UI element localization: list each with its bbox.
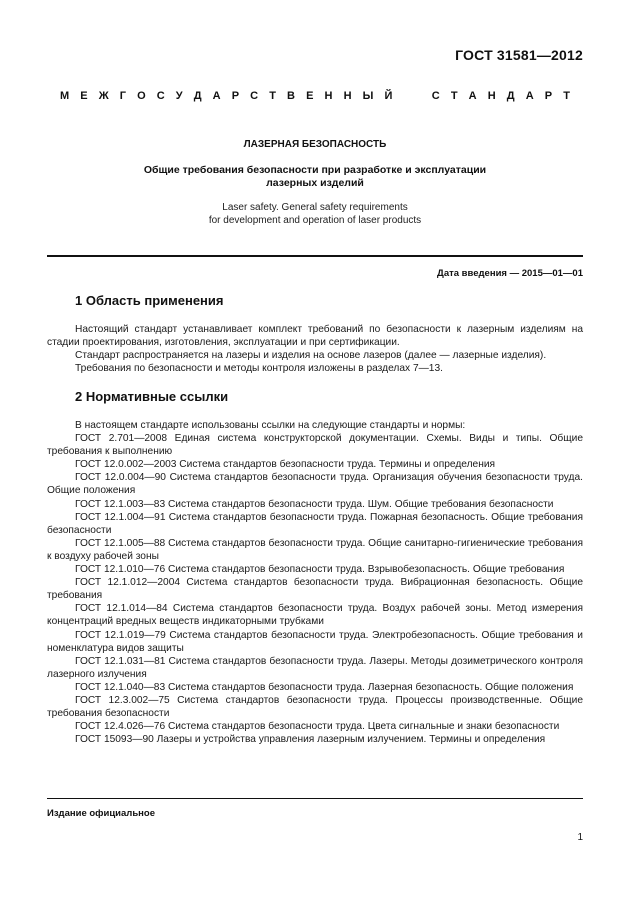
banner-letter: Т	[450, 90, 458, 102]
banner-letter: В	[287, 90, 295, 102]
official-edition-note: Издание официальное	[47, 808, 155, 819]
banner-letter: Д	[193, 90, 202, 102]
standard-code: ГОСТ 31581—2012	[455, 47, 583, 63]
banner-letter: Т	[269, 90, 276, 102]
paragraph: Настоящий стандарт устанавливает комплект требований по безопасности к лазерным изделиям на стадии проектирования, изготовления, эксплуатации и при сертификации.	[47, 324, 583, 349]
banner-letter: Т	[563, 90, 570, 102]
banner-letter: С	[156, 90, 165, 102]
section-heading-normative-references: 2 Нормативные ссылки	[75, 389, 229, 404]
reference-item: ГОСТ 12.1.010—76 Система стандартов безопасности труда. Взрывобезопасность. Общие требования	[75, 564, 565, 576]
subtitle-line: Общие требования безопасности при разработке и эксплуатации	[143, 164, 487, 176]
header-divider	[47, 255, 583, 257]
reference-item: ГОСТ 12.0.002—2003 Система стандартов безопасности труда. Термины и определения	[75, 459, 496, 471]
reference-item: ГОСТ 12.1.031—81 Система стандартов безопасности труда. Лазеры. Методы дозиметрического контроля лазерного излучения	[47, 655, 583, 680]
reference-item: ГОСТ 12.1.014—84 Система стандартов безопасности труда. Воздух рабочей зоны. Метод измерения концентраций вредных веществ индикаторными трубками	[47, 603, 583, 628]
banner-letter: С	[431, 90, 440, 102]
paragraph: В настоящем стандарте использованы ссылки на следующие стандарты и нормы:	[75, 420, 466, 431]
english-title-line: Laser safety. General safety requirements	[222, 202, 408, 213]
reference-item: ГОСТ 12.3.002—75 Система стандартов безопасности труда. Процессы производственные. Общие требования безопасности	[47, 694, 583, 720]
section-body-references	[47, 419, 583, 746]
banner-letter: А	[212, 90, 221, 102]
reference-item: ГОСТ 12.1.040—83 Система стандартов безопасности труда. Лазерная безопасность. Общие положения	[75, 681, 574, 693]
banner-letter: А	[525, 90, 534, 102]
banner-letter: Н	[343, 90, 352, 102]
reference-item: ГОСТ 15093—90 Лазеры и устройства управления лазерным излучением. Термины и определения	[75, 734, 546, 746]
reference-item: ГОСТ 12.1.005—88 Система стандартов безопасности труда. Общие санитарно-гигиенические требования к воздуху рабочей зоны	[47, 537, 583, 562]
english-title	[0, 201, 630, 227]
banner-letter: О	[137, 90, 146, 102]
document-subtitle	[0, 164, 630, 190]
reference-item: ГОСТ 12.1.003—83 Система стандартов безопасности труда. Шум. Общие требования безопасности	[75, 498, 554, 510]
english-title-line: for development and operation of laser products	[208, 215, 422, 226]
banner-letter: С	[250, 90, 259, 102]
reference-item: ГОСТ 12.1.019—79 Система стандартов безопасности труда. Электробезопасность. Общие требования и номенклатура видов защиты	[47, 629, 583, 654]
subtitle-line: лазерных изделий	[266, 177, 364, 189]
title-block	[0, 139, 630, 227]
reference-item: ГОСТ 12.0.004—90 Система стандартов безопасности труда. Организация обучения безопасности труда. Общие положения	[47, 472, 583, 497]
introduction-date: Дата введения — 2015—01—01	[437, 268, 583, 279]
banner-letter: Ж	[98, 90, 109, 102]
reference-item: ГОСТ 2.701—2008 Единая система конструкторской документации. Схемы. Виды и типы. Общие требования к выполнению	[47, 433, 583, 458]
section-heading-scope: 1 Область применения	[75, 293, 224, 308]
page-number: 1	[577, 832, 583, 843]
banner-letter: Р	[231, 90, 240, 102]
banner-letter: Й	[384, 90, 393, 102]
banner-letter: Д	[506, 90, 515, 102]
reference-item: ГОСТ 12.1.012—2004 Система стандартов безопасности труда. Вибрационная безопасность. Общие требования	[47, 577, 583, 602]
banner-letter: Н	[487, 90, 496, 102]
banner-gap	[418, 90, 421, 102]
banner-letter: Г	[119, 90, 126, 102]
banner-letter: А	[468, 90, 477, 102]
reference-item: ГОСТ 12.1.004—91 Система стандартов безопасности труда. Пожарная безопасность. Общие требования безопасности	[47, 511, 583, 536]
banner-letter: Е	[306, 90, 314, 102]
document-title: ЛАЗЕРНАЯ БЕЗОПАСНОСТЬ	[243, 139, 387, 150]
banner-gap	[403, 90, 406, 102]
banner-letter: М	[60, 90, 70, 102]
section-body-scope	[47, 323, 583, 375]
banner-letter: Ы	[362, 90, 374, 102]
interstate-standard-banner	[60, 90, 570, 102]
footer-divider	[47, 798, 583, 799]
banner-letter: Н	[324, 90, 333, 102]
banner-letter: Р	[544, 90, 553, 102]
paragraph: Требования по безопасности и методы контроля изложены в разделах 7—13.	[75, 363, 443, 375]
reference-item: ГОСТ 12.4.026—76 Система стандартов безопасности труда. Цвета сигнальные и знаки безопасности	[75, 721, 560, 733]
banner-letter: У	[175, 90, 183, 102]
banner-letter: Е	[80, 90, 88, 102]
paragraph: Стандарт распространяется на лазеры и изделия на основе лазеров (далее — лазерные изделия).	[75, 350, 547, 362]
